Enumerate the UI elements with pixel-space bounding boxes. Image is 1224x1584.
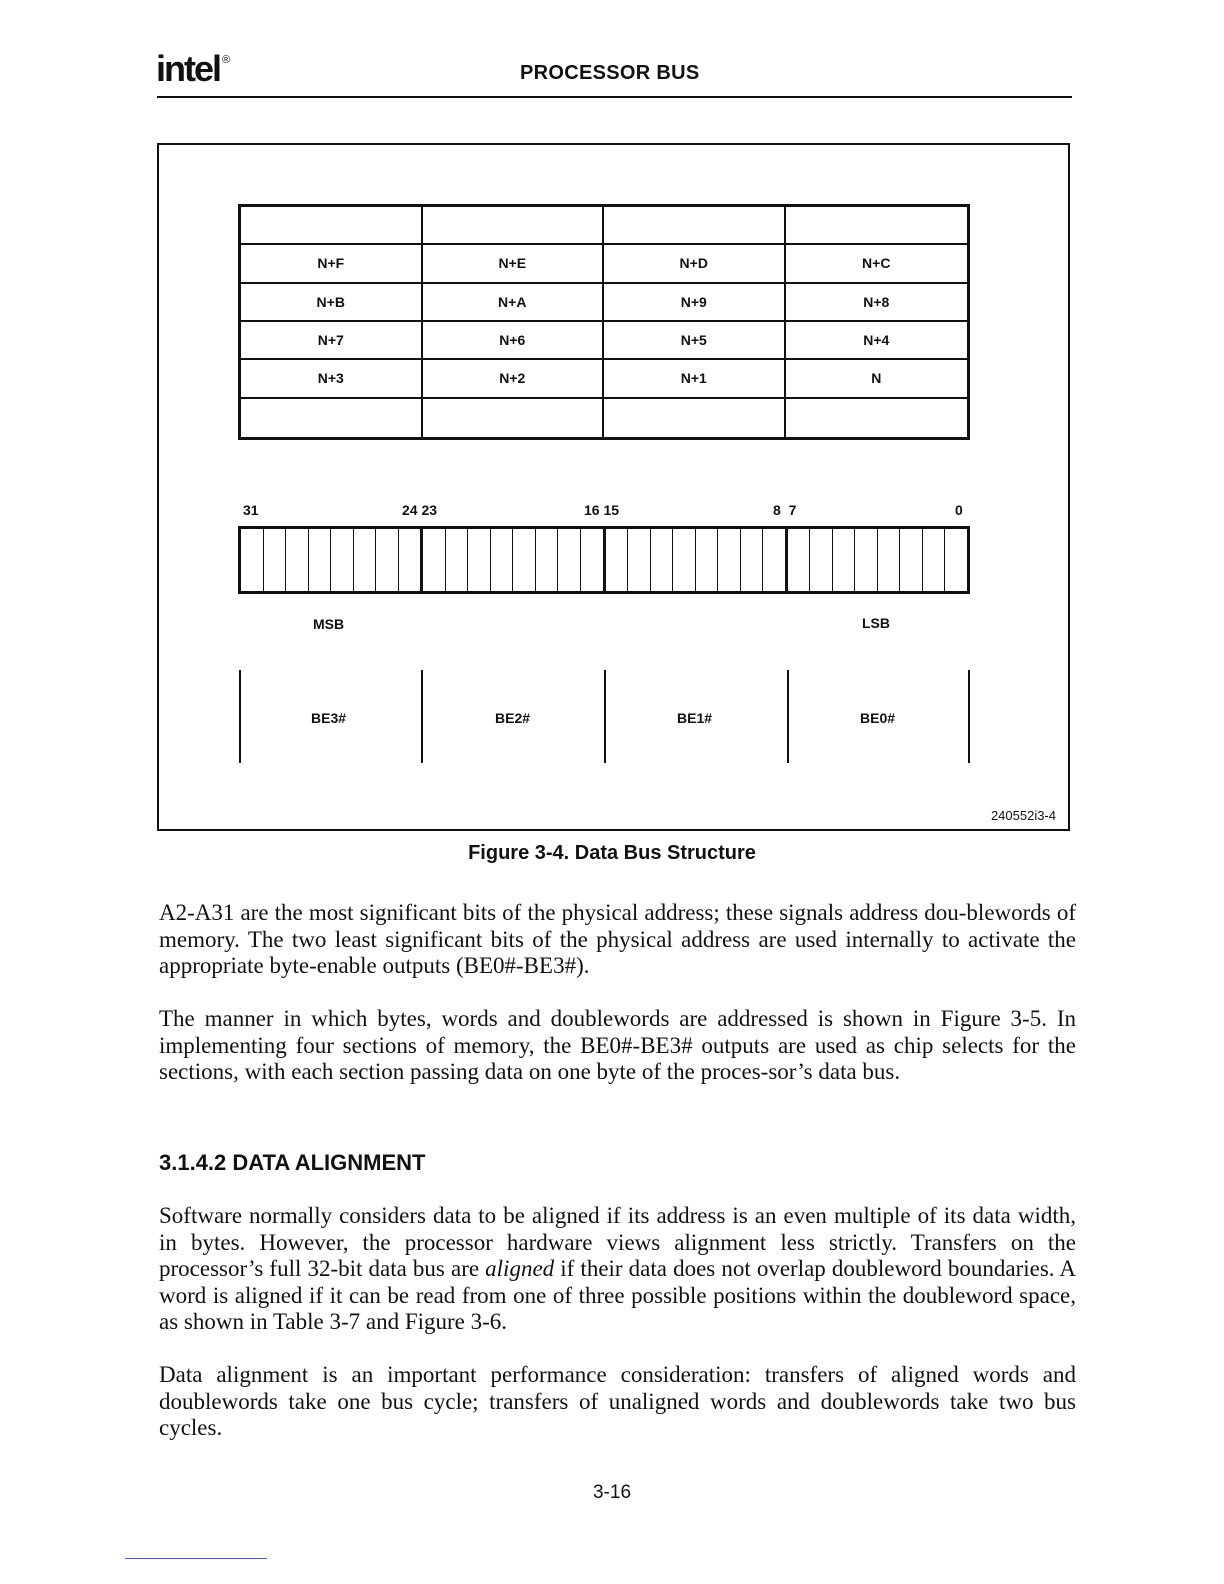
bus-bit: [810, 529, 833, 591]
memory-cell: [786, 207, 968, 245]
be-divider: [968, 670, 970, 763]
memory-cell: N+6: [423, 322, 605, 360]
be-divider: [604, 670, 606, 763]
be-divider: [787, 670, 789, 763]
bus-bit: [923, 529, 946, 591]
memory-cell: N+B: [241, 284, 423, 322]
bus-bit: [513, 529, 536, 591]
bus-bit: [741, 529, 764, 591]
footer-rule: [125, 1558, 267, 1559]
memory-cell: [604, 399, 786, 437]
bus-bit: [468, 529, 491, 591]
bus-bit: [354, 529, 377, 591]
bus-bit: [558, 529, 581, 591]
bus-bit: [606, 529, 629, 591]
memory-cell: N+D: [604, 245, 786, 283]
figure-caption: Figure 3-4. Data Bus Structure: [468, 842, 756, 864]
bus-bit: [788, 529, 811, 591]
memory-cell: N+C: [786, 245, 968, 283]
page-number: 3-16: [592, 1482, 632, 1503]
registered-mark: ®: [222, 54, 231, 66]
bus-bit: [309, 529, 332, 591]
bus-bit: [900, 529, 923, 591]
bus-bit: [399, 529, 424, 591]
bus-bit: [696, 529, 719, 591]
bus-bit: [376, 529, 399, 591]
memory-cell: [786, 399, 968, 437]
be2-label: BE2#: [495, 710, 531, 726]
memory-cell: [423, 399, 605, 437]
memory-cell: N+3: [241, 360, 423, 398]
paragraph-addressing: The manner in which bytes, words and doublewords are addressed is shown in Figure 3-5. In implementing four sections of memory, the BE0#-BE3# outputs are used as chip selects for the sections, with each section passing data on one byte of the proces-sor’s data bus.: [159, 1006, 1076, 1084]
bus-bit: [491, 529, 514, 591]
lsb-label: LSB: [862, 615, 890, 631]
bus-bit: [628, 529, 651, 591]
memory-cell: N+4: [786, 322, 968, 360]
logo-text: intel: [156, 48, 221, 89]
bus-bit: [651, 529, 674, 591]
bus-bit: [833, 529, 856, 591]
paragraph-text: Software normally considers data to be aligned if its address is an even multiple of its data width, in bytes. However, the processor hardware views alignment less strictly. Transfers on the processor’s full 32-bit data bus are: [159, 1203, 1076, 1281]
memory-cell: N+9: [604, 284, 786, 322]
be-divider: [421, 670, 423, 763]
bus-bit: [423, 529, 446, 591]
header-rule: [157, 96, 1072, 98]
paragraph-text: if their data does not overlap doubleword boundaries. A word is aligned if it can be read from one of three possible positions within the doubleword space, as shown in Table 3-7 and Figure 3-6.: [159, 1256, 1076, 1334]
paragraph-alignment-definition: [159, 1203, 1076, 1336]
bus-bit: [945, 529, 967, 591]
memory-cell: [241, 399, 423, 437]
be1-label: BE1#: [677, 710, 713, 726]
bit-label-0: 0: [955, 502, 963, 518]
be-divider: [239, 670, 241, 763]
memory-cell: N+2: [423, 360, 605, 398]
memory-cell: N: [786, 360, 968, 398]
bus-bit: [446, 529, 469, 591]
bus-bit: [241, 529, 264, 591]
memory-cell: [604, 207, 786, 245]
memory-cell: N+1: [604, 360, 786, 398]
msb-label: MSB: [313, 616, 345, 632]
memory-cell: N+E: [423, 245, 605, 283]
bus-bit: [855, 529, 878, 591]
bus-bit: [286, 529, 309, 591]
bus-bit: [264, 529, 287, 591]
data-bus-bits: [238, 526, 970, 594]
bus-bit: [673, 529, 696, 591]
bit-label-24-23: 24 23: [402, 502, 438, 518]
memory-cell: N+8: [786, 284, 968, 322]
memory-cell: [241, 207, 423, 245]
bus-bit: [878, 529, 901, 591]
bus-bit: [331, 529, 354, 591]
be3-label: BE3#: [311, 710, 347, 726]
bit-label-16-15: 16 15: [584, 502, 620, 518]
bit-label-31: 31: [243, 502, 259, 518]
be0-label: BE0#: [860, 710, 896, 726]
intel-logo: [156, 48, 230, 90]
figure-id: 240552i3-4: [990, 808, 1056, 823]
bit-label-8-7: 8 7: [773, 502, 797, 518]
paragraph-address-bits: A2-A31 are the most significant bits of the physical address; these signals address dou-blewords of memory. The two least significant bits of the physical address are used internally to activate the appropriate byte-enable outputs (BE0#-BE3#).: [159, 900, 1076, 978]
memory-cell: [423, 207, 605, 245]
memory-cell: N+F: [241, 245, 423, 283]
section-heading: 3.1.4.2 DATA ALIGNMENT: [159, 1150, 426, 1175]
header-title: PROCESSOR BUS: [520, 62, 700, 84]
bus-bit: [581, 529, 606, 591]
bus-bit: [536, 529, 559, 591]
memory-cell: N+A: [423, 284, 605, 322]
paragraph-performance: Data alignment is an important performance consideration: transfers of aligned words and doublewords take one bus cycle; transfers of unaligned words and doublewords take two bus cycles.: [159, 1362, 1076, 1440]
emphasis-aligned: aligned: [485, 1256, 555, 1281]
memory-cell: N+7: [241, 322, 423, 360]
bus-bit: [763, 529, 788, 591]
memory-cell: N+5: [604, 322, 786, 360]
memory-grid: [238, 204, 970, 440]
bus-bit: [718, 529, 741, 591]
